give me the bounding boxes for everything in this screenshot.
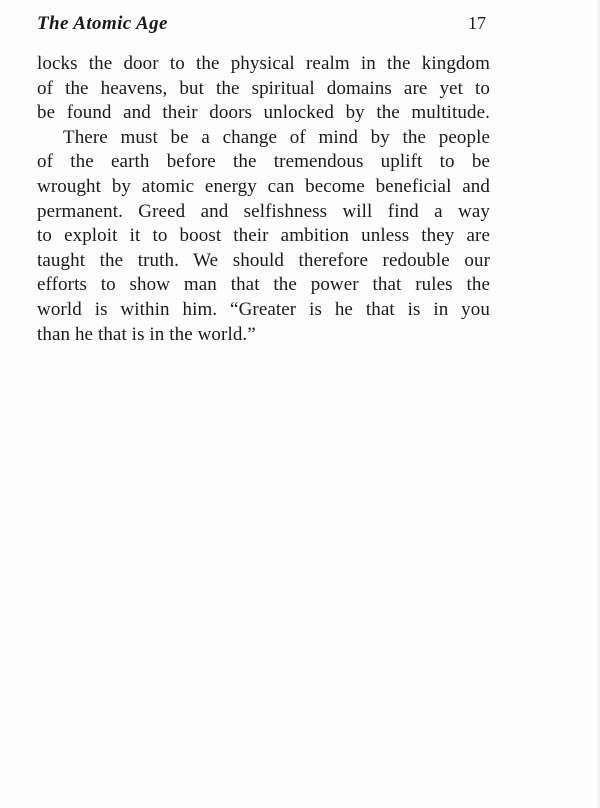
text-line: world is within him. “Greater is he that is in you (37, 298, 490, 320)
text-line: efforts to show man that the power that rules the (37, 274, 490, 296)
text-line: be found and their doors unlocked by the multitude. (37, 102, 490, 124)
page-number: 17 (468, 13, 486, 33)
text-line: There must be a change of mind by the people (63, 126, 490, 148)
page-content (37, 13, 490, 347)
text-line: to exploit it to boost their ambition unless they are (37, 225, 490, 247)
text-line: than he that is in the world.” (37, 323, 256, 345)
text-line: locks the door to the physical realm in the kingdom (37, 53, 490, 74)
text-line: permanent. Greed and selfishness will find a way (37, 200, 490, 222)
text-line: wrought by atomic energy can become beneficial and (37, 175, 490, 197)
paragraph-1 (37, 52, 490, 126)
running-title: The Atomic Age (37, 13, 168, 34)
text-line: taught the truth. We should therefore redouble our (37, 249, 490, 271)
text-line: of the heavens, but the spiritual domains are yet to (37, 77, 490, 99)
text-line: of the earth before the tremendous uplift to be (37, 151, 490, 173)
paragraph-2 (37, 126, 490, 347)
page-header (37, 13, 490, 35)
page-body (37, 52, 490, 347)
